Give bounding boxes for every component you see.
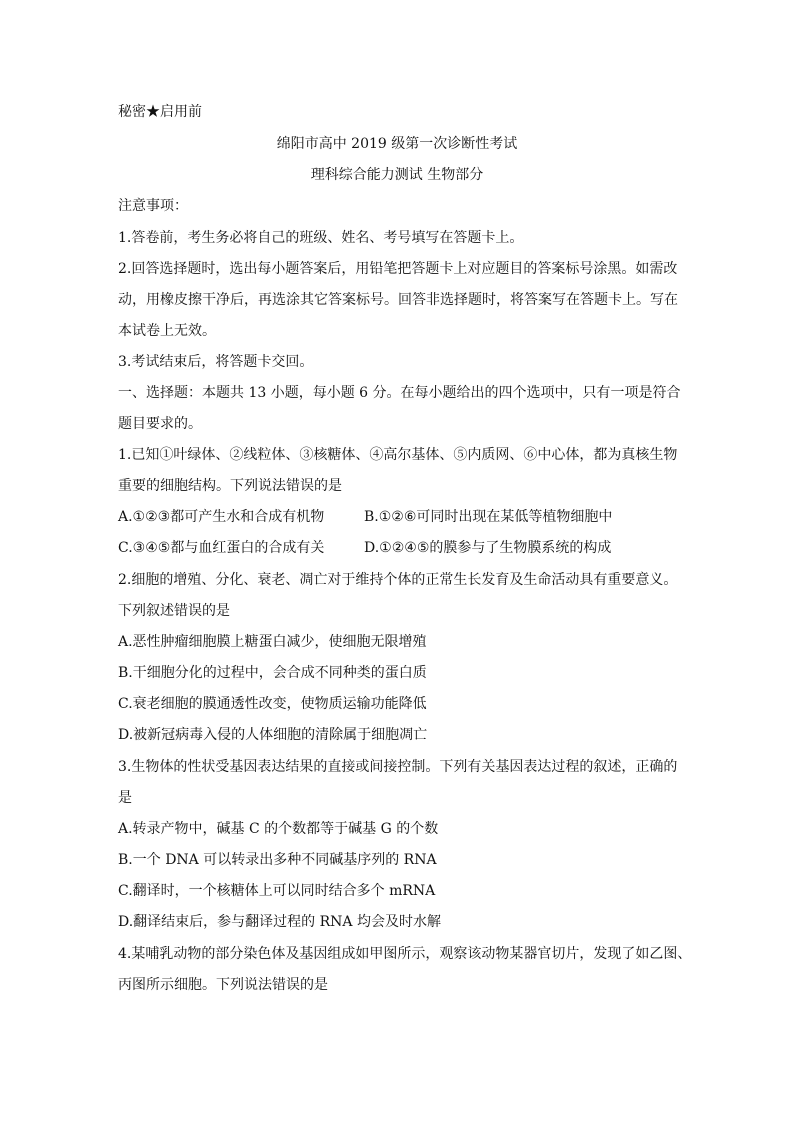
question-2-option-a: A.恶性肿瘤细胞膜上糖蛋白减少，使细胞无限增殖	[118, 634, 427, 650]
confidential-label: 秘密★启用前	[118, 104, 202, 120]
question-1-option-b: B.①②⑥可同时出现在某低等植物细胞中	[364, 509, 613, 525]
section-heading-line-2: 题目要求的。	[118, 416, 202, 432]
question-1-stem-line-2: 重要的细胞结构。下列说法错误的是	[118, 478, 342, 494]
question-1-option-a: A.①②③都可产生水和合成有机物	[118, 509, 325, 525]
exam-title: 绵阳市高中 2019 级第一次诊断性考试	[276, 136, 518, 152]
question-3-stem-line-1: 3.生物体的性状受基因表达结果的直接或间接控制。下列有关基因表达过程的叙述，正确的	[118, 759, 678, 775]
question-2-option-b: B.干细胞分化的过程中，会合成不同种类的蛋白质	[118, 665, 427, 681]
question-2-option-d: D.被新冠病毒入侵的人体细胞的清除属于细胞凋亡	[118, 727, 428, 743]
question-2-stem-line-1: 2.细胞的增殖、分化、衰老、凋亡对于维持个体的正常生长发育及生命活动具有重要意义。	[118, 572, 678, 588]
question-2-option-c: C.衰老细胞的膜通透性改变，使物质运输功能降低	[118, 696, 427, 712]
question-2-stem-line-2: 下列叙述错误的是	[118, 603, 230, 619]
question-1-stem-line-1: 1.已知①叶绿体、②线粒体、③核糖体、④高尔基体、⑤内质网、⑥中心体，都为真核生物	[118, 447, 678, 463]
note-item-2-line-3: 本试卷上无效。	[118, 323, 216, 339]
question-3-option-b: B.一个 DNA 可以转录出多种不同碱基序列的 RNA	[118, 852, 437, 868]
exam-subtitle: 理科综合能力测试 生物部分	[310, 167, 484, 183]
section-heading-line-1: 一、选择题：本题共 13 小题，每小题 6 分。在每小题给出的四个选项中，只有一项是符合	[118, 385, 681, 401]
notes-heading: 注意事项：	[118, 198, 188, 214]
note-item-1: 1.答卷前，考生务必将自己的班级、姓名、考号填写在答题卡上。	[118, 230, 524, 246]
question-4-stem-line-2: 丙图所示细胞。下列说法错误的是	[118, 977, 328, 993]
note-item-3: 3.考试结束后，将答题卡交回。	[118, 354, 314, 370]
question-4-stem-line-1: 4.某哺乳动物的部分染色体及基因组成如甲图所示，观察该动物某器官切片，发现了如乙图、	[118, 946, 692, 962]
note-item-2-line-1: 2.回答选择题时，选出每小题答案后，用铅笔把答题卡上对应题目的答案标号涂黑。如需改	[118, 261, 678, 277]
note-item-2-line-2: 动，用橡皮擦干净后，再选涂其它答案标号。回答非选择题时，将答案写在答题卡上。写在	[118, 292, 678, 308]
question-1-option-c: C.③④⑤都与血红蛋白的合成有关	[118, 540, 325, 556]
question-3-option-d: D.翻译结束后，参与翻译过程的 RNA 均会及时水解	[118, 914, 441, 930]
question-3-option-c: C.翻译时，一个核糖体上可以同时结合多个 mRNA	[118, 883, 436, 899]
question-3-stem-line-2: 是	[118, 790, 132, 806]
question-3-option-a: A.转录产物中，碱基 C 的个数都等于碱基 G 的个数	[118, 821, 439, 837]
question-1-option-d: D.①②④⑤的膜参与了生物膜系统的构成	[364, 540, 612, 556]
